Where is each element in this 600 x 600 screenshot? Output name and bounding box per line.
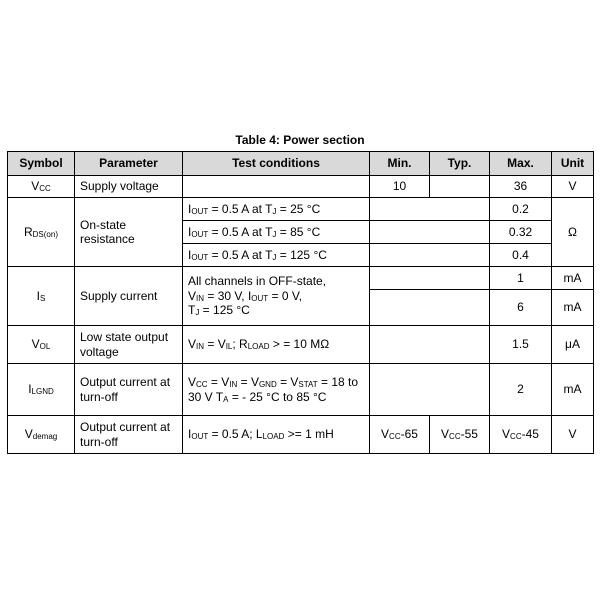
parameter-cell: Supply current bbox=[75, 267, 183, 326]
condition-cell bbox=[183, 176, 370, 198]
typ-cell: $V_{CC}-55$ bbox=[430, 416, 490, 454]
symbol-cell: $V_{demag}$ bbox=[8, 416, 75, 454]
table-row bbox=[8, 267, 594, 290]
header-typ: Typ. bbox=[430, 152, 490, 176]
header-unit: Unit bbox=[552, 152, 594, 176]
min-typ-cell bbox=[370, 267, 490, 290]
parameter-cell: Output current at turn-off bbox=[75, 416, 183, 454]
table-row bbox=[8, 198, 594, 221]
header-symbol: Symbol bbox=[8, 152, 75, 176]
max-cell: $V_{CC}-45$ bbox=[490, 416, 552, 454]
min-typ-cell bbox=[370, 326, 490, 364]
symbol-cell: $I_S$ bbox=[8, 267, 75, 326]
condition-cell: All channels in OFF-state, $V_{IN} = 30$ V, $I_{OUT} = 0$ V, $T_J = 125$ °C bbox=[183, 267, 370, 326]
symbol-cell: $V_{OL}$ bbox=[8, 326, 75, 364]
min-typ-cell bbox=[370, 221, 490, 244]
symbol-cell: $V_{CC}$ bbox=[8, 176, 75, 198]
condition-cell: $I_{OUT} = 0.5$ A at $T_J = 125$ °C bbox=[183, 244, 370, 267]
unit-cell: mA bbox=[552, 267, 594, 290]
max-cell: 2 bbox=[490, 364, 552, 416]
min-typ-cell bbox=[370, 244, 490, 267]
max-cell: 0.32 bbox=[490, 221, 552, 244]
min-typ-cell bbox=[370, 198, 490, 221]
max-cell: 0.4 bbox=[490, 244, 552, 267]
min-cell: $V_{CC}-65$ bbox=[370, 416, 430, 454]
power-section-table bbox=[7, 151, 594, 454]
unit-cell: V bbox=[552, 416, 594, 454]
max-cell: 6 bbox=[490, 290, 552, 326]
table-row bbox=[8, 176, 594, 198]
symbol-cell: $I_{LGND}$ bbox=[8, 364, 75, 416]
typ-cell bbox=[430, 176, 490, 198]
table-row bbox=[8, 416, 594, 454]
max-cell: 1 bbox=[490, 267, 552, 290]
unit-cell: μA bbox=[552, 326, 594, 364]
condition-cell: $V_{IN} = V_{IL}$; $R_{LOAD}$ > = 10 MΩ bbox=[183, 326, 370, 364]
unit-cell: mA bbox=[552, 290, 594, 326]
symbol-cell: $R_{DS(on)}$ bbox=[8, 198, 75, 267]
min-typ-cell bbox=[370, 290, 490, 326]
unit-cell: Ω bbox=[552, 198, 594, 267]
table-row bbox=[8, 326, 594, 364]
parameter-cell: Supply voltage bbox=[75, 176, 183, 198]
table-row bbox=[8, 364, 594, 416]
table-title: Table 4: Power section bbox=[235, 133, 365, 147]
condition-cell: $V_{CC} = V_{IN} = V_{GND} = V_{STAT} = 18$ to 30 V $T_A$ = - 25 °C to 85 °C bbox=[183, 364, 370, 416]
unit-cell: mA bbox=[552, 364, 594, 416]
min-typ-cell bbox=[370, 364, 490, 416]
max-cell: 36 bbox=[490, 176, 552, 198]
unit-cell: V bbox=[552, 176, 594, 198]
header-row bbox=[8, 152, 594, 176]
header-test-conditions: Test conditions bbox=[183, 152, 370, 176]
header-parameter: Parameter bbox=[75, 152, 183, 176]
min-cell: 10 bbox=[370, 176, 430, 198]
condition-cell: $I_{OUT} = 0.5$ A; $L_{LOAD} >= 1$ mH bbox=[183, 416, 370, 454]
condition-cell: $I_{OUT} = 0.5$ A at $T_J = 85$ °C bbox=[183, 221, 370, 244]
header-min: Min. bbox=[370, 152, 430, 176]
parameter-cell: Low state output voltage bbox=[75, 326, 183, 364]
parameter-cell: Output current at turn-off bbox=[75, 364, 183, 416]
max-cell: 0.2 bbox=[490, 198, 552, 221]
max-cell: 1.5 bbox=[490, 326, 552, 364]
parameter-cell: On-state resistance bbox=[75, 198, 183, 267]
header-max: Max. bbox=[490, 152, 552, 176]
condition-cell: $I_{OUT} = 0.5$ A at $T_J = 25$ °C bbox=[183, 198, 370, 221]
